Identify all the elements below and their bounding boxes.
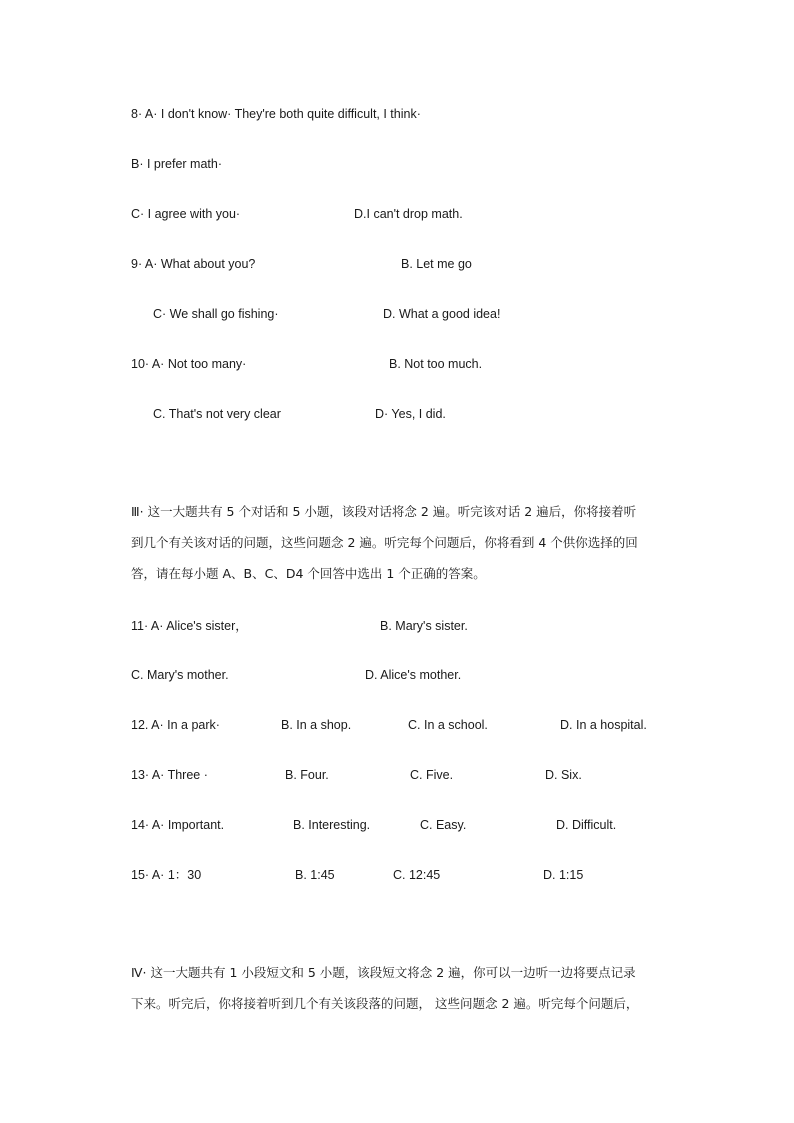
- q9-option-a: 9· A· What about you?: [131, 257, 256, 271]
- q8-option-d: D.I can't drop math.: [354, 207, 463, 221]
- section-3-line-2: 到几个有关该对话的问题，这些问题念 2 遍。听完每个问题后，你将看到 4 个供你选择的回: [131, 535, 638, 550]
- q15-option-a: 15· A· 1：30: [131, 868, 202, 882]
- section-4-instructions: [131, 957, 661, 1019]
- section-4-line-2: 下来。听完后，你将接着听到几个有关该段落的问题， 这些问题念 2 遍。听完每个问题后，: [131, 996, 639, 1011]
- q9-option-c: C· We shall go fishing·: [153, 307, 279, 321]
- q12-option-a: 12. A· In a park·: [131, 718, 220, 732]
- section-3-line-1: Ⅲ· 这一大题共有 5 个对话和 5 小题，该段对话将念 2 遍。听完该对话 2 遍后，你将接着听: [131, 504, 637, 519]
- q10-option-d: D· Yes, I did.: [375, 407, 446, 421]
- q10-option-c: C. That's not very clear: [153, 407, 281, 421]
- q13-option-c: C. Five.: [410, 768, 454, 782]
- section-3-line-3: 答，请在每小题 A、B、C、D4 个回答中选出 1 个正确的答案。: [131, 566, 486, 581]
- q14-option-c: C. Easy.: [420, 818, 467, 832]
- q11-option-b: B. Mary's sister.: [380, 619, 468, 633]
- q12-option-b: B. In a shop.: [281, 718, 352, 732]
- q10-option-b: B. Not too much.: [389, 357, 483, 371]
- q13-option-d: D. Six.: [545, 768, 582, 782]
- q14-option-d: D. Difficult.: [556, 818, 617, 832]
- q13-option-a: 13· A· Three ·: [131, 768, 208, 782]
- q15-option-c: C. 12:45: [393, 868, 441, 882]
- q8-option-a: 8· A· I don't know· They're both quite difficult, I think·: [131, 107, 421, 121]
- q14-option-b: B. Interesting.: [293, 818, 371, 832]
- q15-option-d: D. 1:15: [543, 868, 584, 882]
- q11-option-a: 11· A· Alice's sister，: [131, 619, 248, 633]
- q9-option-d: D. What a good idea!: [383, 307, 501, 321]
- section-4-line-1: Ⅳ· 这一大题共有 1 小段短文和 5 小题，该段短文将念 2 遍，你可以一边听一边将要点记录: [131, 965, 636, 980]
- q9-option-b: B. Let me go: [401, 257, 472, 271]
- q11-option-d: D. Alice's mother.: [365, 668, 462, 682]
- q12-option-c: C. In a school.: [408, 718, 488, 732]
- q13-option-b: B. Four.: [285, 768, 329, 782]
- section-3-instructions: [131, 496, 661, 589]
- q10-option-a: 10· A· Not too many·: [131, 357, 247, 371]
- q14-option-a: 14· A· Important.: [131, 818, 225, 832]
- q15-option-b: B. 1:45: [295, 868, 335, 882]
- q8-option-c: C· I agree with you·: [131, 207, 241, 221]
- q8-option-b: B· I prefer math·: [131, 157, 222, 171]
- q12-option-d: D. In a hospital.: [560, 718, 647, 732]
- q11-option-c: C. Mary's mother.: [131, 668, 229, 682]
